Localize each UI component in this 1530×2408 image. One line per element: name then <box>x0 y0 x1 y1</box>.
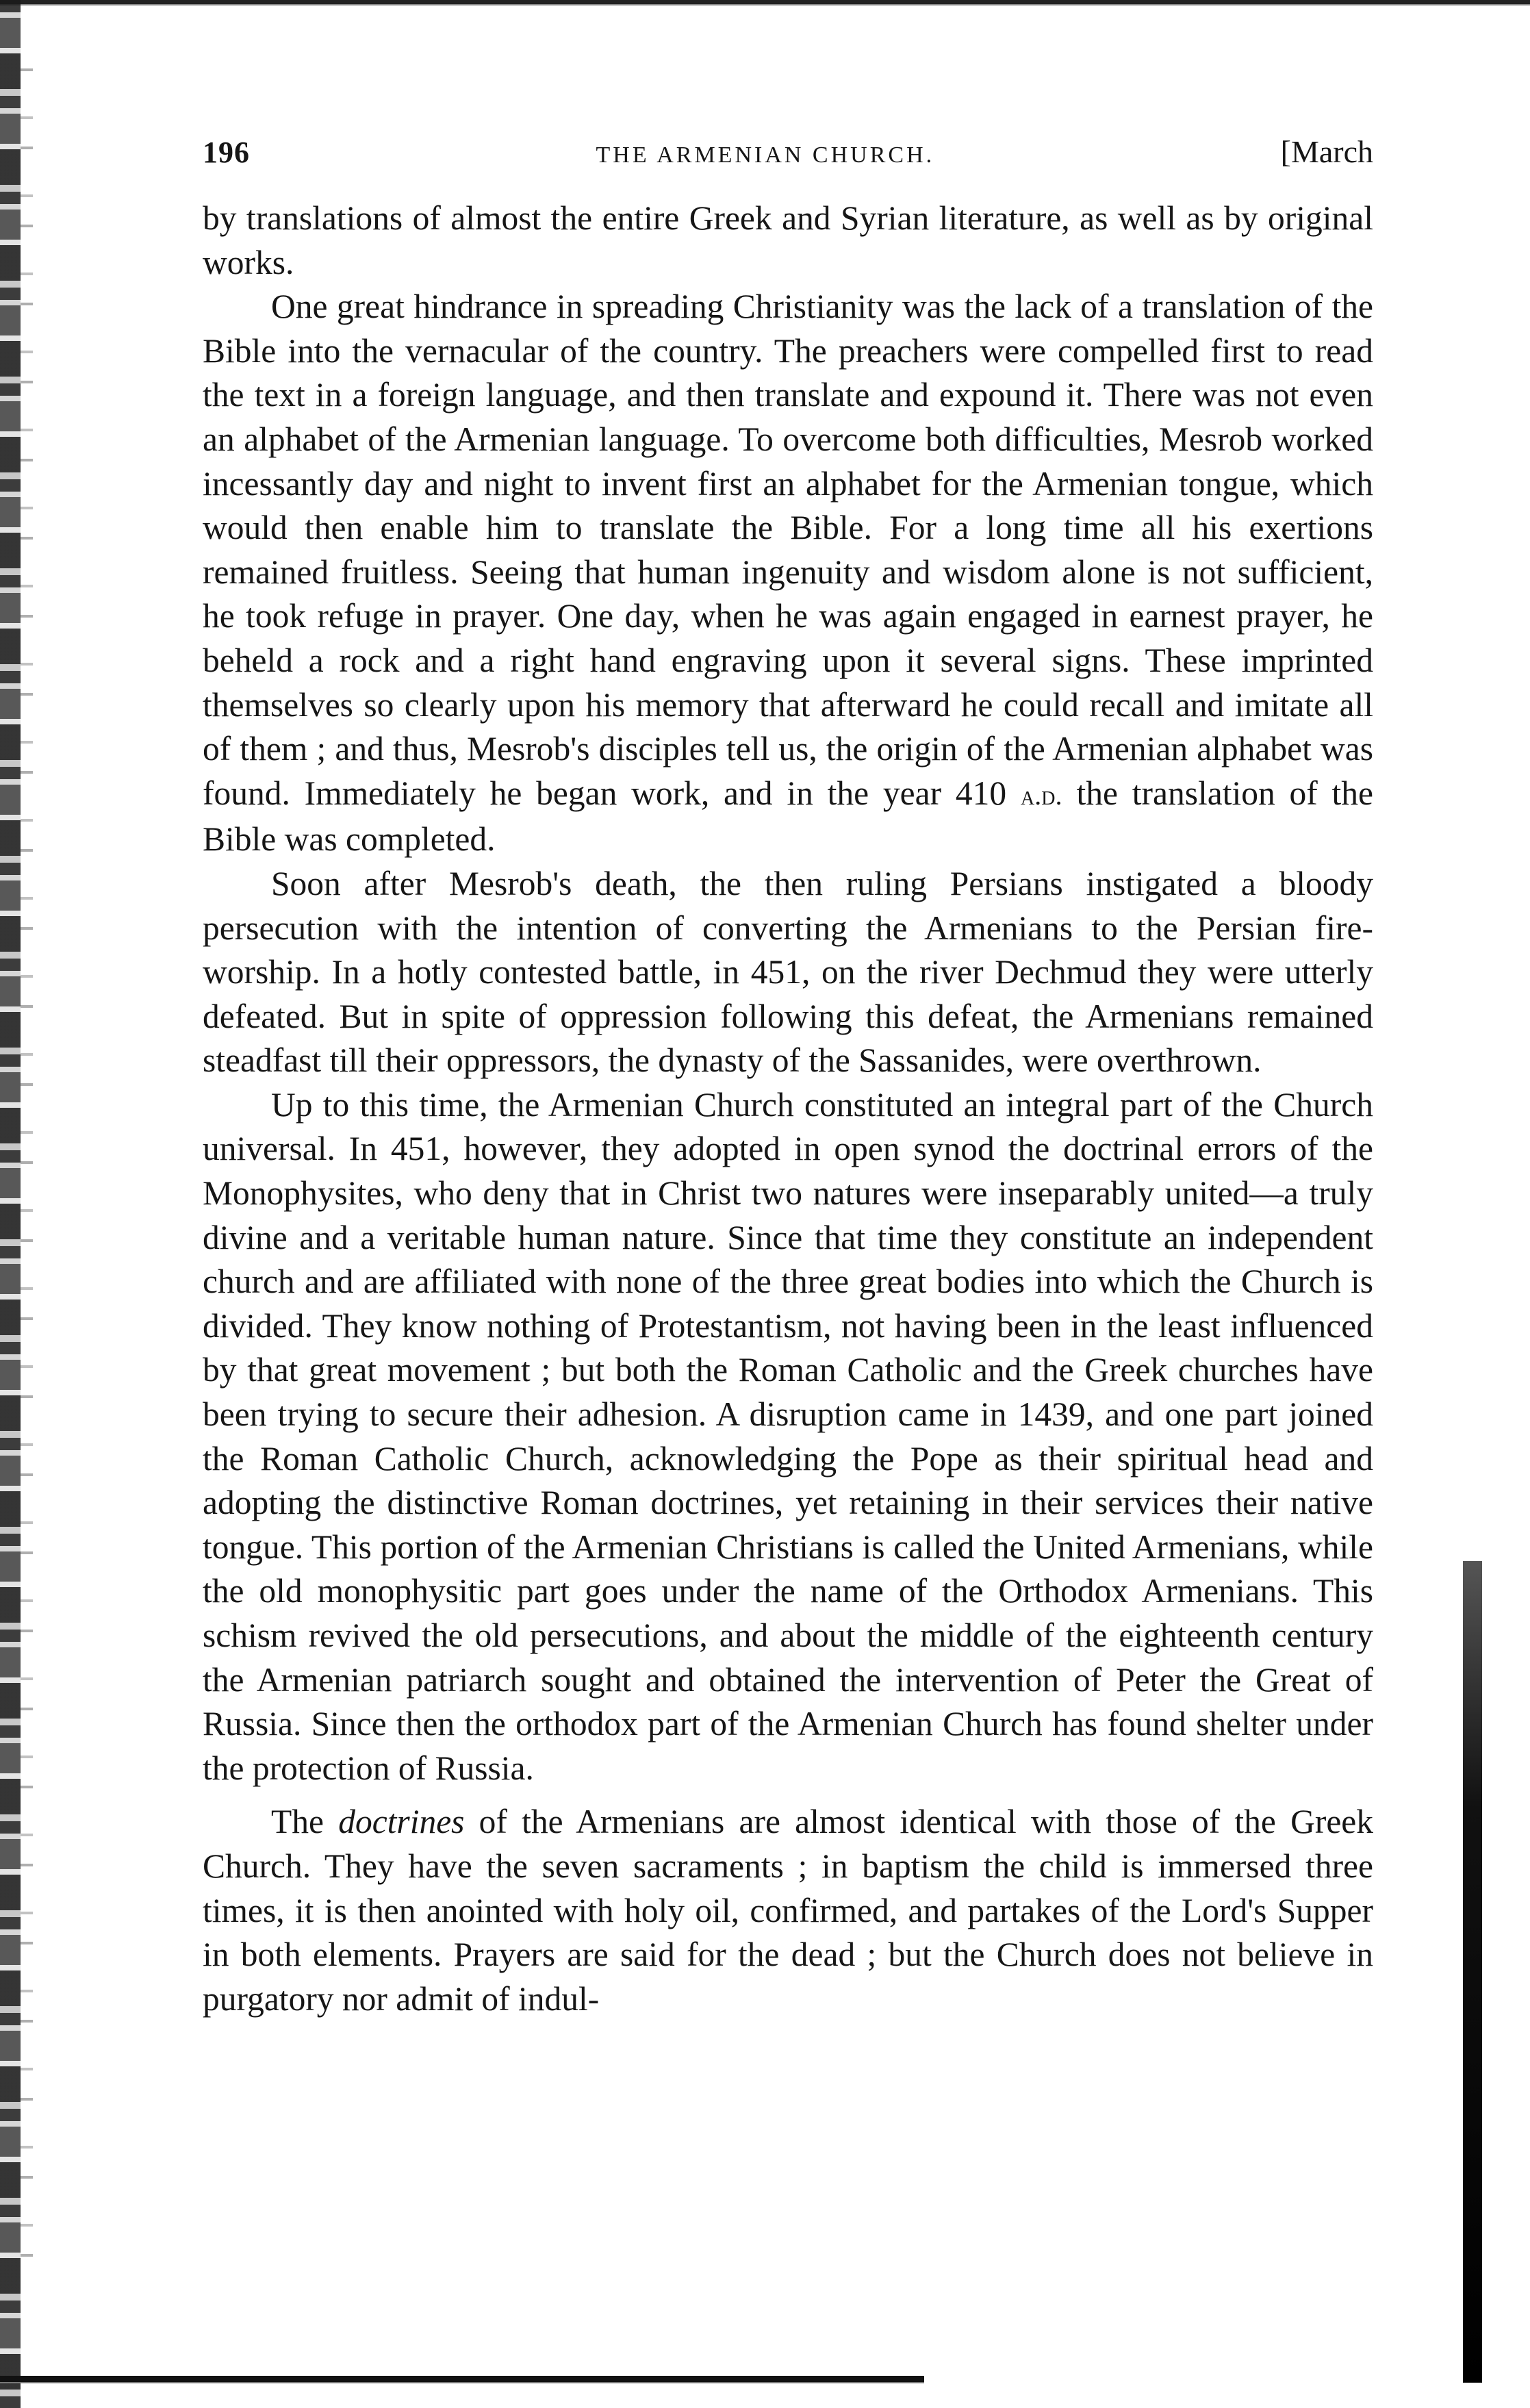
paragraph-1: by translations of almost the entire Greek and Syrian literature, as well as by original works. <box>203 199 1373 281</box>
paragraph-5-emphasis: doctrines <box>338 1803 465 1841</box>
scan-top-edge <box>0 0 1530 10</box>
running-head <box>203 134 1373 181</box>
scan-binding-shadow <box>21 41 33 2301</box>
book-page <box>203 134 1373 2021</box>
paragraph-5-start: The <box>271 1803 324 1841</box>
paragraph-5-text: of the Armenians are almost identical with those of the Greek Church. They have the seven sacraments ; in baptism the child is immersed three times, it is then anointed with holy oil, confirmed, and partakes of the Lord's Supper in both elements. Prayers are said for the dead ; but the Church does not believe in purgatory nor admit of indul- <box>203 1803 1374 2018</box>
paragraph-2-text: One great hindrance in spreading Christianity was the lack of a translation of the Bible into the vernacular of the country. The preachers were compelled first to read the text in a foreign language, and then translate and expound it. There was not even an alphabet of the Armenian language. To overcome both difficulties, Mesrob worked incessantly day and night to invent first an alphabet for the Armenian tongue, which would then enable him to translate the Bible. For a long time all his exertions remained fruitless. Seeing that human ingenuity and wisdom alone is not sufficient, he took refuge in prayer. One day, when he was again engaged in earnest prayer, he beheld a rock and a right hand engraving upon it several signs. These imprinted themselves so clearly upon his memory that afterward he could recall and imitate all of them ; and thus, Mesrob's disciples tell us, the origin of the Armenian alphabet was found. Immediately he began work, and in the year 410 <box>203 288 1373 812</box>
paragraph-2 <box>203 285 1373 862</box>
running-title: THE ARMENIAN CHURCH. <box>596 142 935 168</box>
scan-binding-edge <box>0 0 21 2408</box>
paragraph-2-end: the translation of the Bible was completed. <box>203 774 1374 859</box>
scan-bottom-edge <box>0 2376 924 2387</box>
paragraph-3: Soon after Mesrob's death, the then ruling Persians instigated a bloody persecution with the intention of converting the Armenians to the Persian fire-worship. In a hotly contested battle, in 451, on the river Dechmud they were utterly defeated. But in spite of oppression following this defeat, the Armenians remained steadfast till their oppressors, the dynasty of the Sassanides, were overthrown. <box>203 864 1373 1080</box>
scan-right-edge <box>1463 1561 1482 2383</box>
page-number: 196 <box>203 136 250 169</box>
paragraph-4: Up to this time, the Armenian Church constituted an integral part of the Church universal. In 451, however, they adopted in open synod the doctrinal errors of the Monophysites, who deny that in Christ two natures were inseparably united—a truly divine and a veritable human nature. Since that time they constitute an independent church and are affiliated with none of the three great bodies into which the Church is divided. They know nothing of Protestantism, not having been in the least influenced by that great movement ; but both the Roman Catholic and the Greek churches have been trying to secure their adhesion. A disruption came in 1439, and one part joined the Roman Catholic Church, acknowledging the Pope as their spiritual head and adopting the distinctive Roman doctrines, yet retaining in their services their native tongue. This portion of the Armenian Christians is called the United Armenians, while the old monophysitic part goes under the name of the Orthodox Armenians. This schism revived the old persecutions, and about the middle of the eighteenth century the Armenian patriarch sought and obtained the intervention of Peter the Great of Russia. Since then the orthodox part of the Armenian Church has found shelter under the protection of Russia. <box>203 1085 1373 1787</box>
era-abbreviation: a.d. <box>1020 779 1062 811</box>
running-head-month: [March <box>1280 134 1373 169</box>
paragraph-5 <box>203 1800 1373 2021</box>
